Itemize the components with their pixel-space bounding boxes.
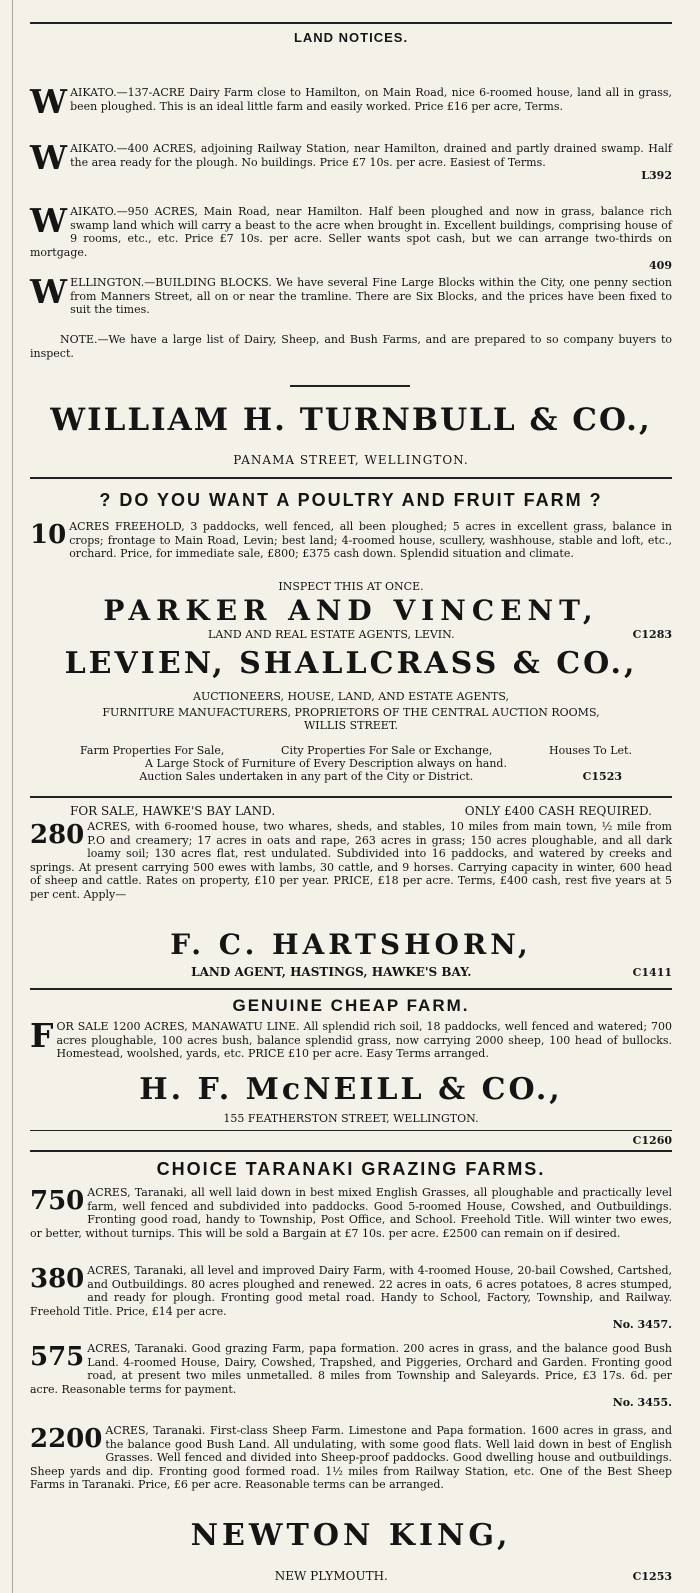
ad-text: AIKATO.—137-ACRE Dairy Farm close to Hamilton, on Main Road, nice 6-roomed house, land all in grass, been ploughed. This is an ideal little farm and easily worked. Price £16 per acre, Terms. <box>70 86 672 113</box>
levien-services <box>30 744 672 783</box>
note-text: NOTE.—We have a large list of Dairy, Sheep, and Bush Farms, and are prepared to so company buyers to inspect. <box>30 333 672 360</box>
drop-cap: F <box>30 1016 54 1055</box>
ad-hawkes-280 <box>30 820 672 901</box>
ad-ref: No. 3457. <box>612 1318 672 1331</box>
poultry-heading: ? DO YOU WANT A POULTRY AND FRUIT FARM ? <box>99 490 603 510</box>
ad-ref: C1411 <box>632 966 672 979</box>
ad-text: ACRES, Taranaki. Good grazing Farm, papa formation. 200 acres in grass, and the balance good Bush Land. 4-roomed House, Dairy, Cowshed, Trapshed, and Piggeries, Orchard and Garden. Fronting good road, at present two miles unmetalled. 8 miles from Township and Saleyards. Price, £3 17s. 6d. per acre. Reasonable terms for payment. <box>30 1342 672 1396</box>
levien-row: Farm Properties For Sale, City Properties For Sale or Exchange, Houses To Let. <box>80 744 632 757</box>
mcneill-name: H. F. McNEILL & CO., <box>139 1072 563 1107</box>
ad-text: OR SALE 1200 ACRES, MANAWATU LINE. All splendid rich soil, 18 paddocks, well fenced and watered; 700 acres ploughable, 100 acres bush, balance splendid grass, now carrying 2000 sheep, 100 head of bullocks. Homestead, woolshed, yards, etc. PRICE £10 per acre. Easy Terms arranged. <box>56 1020 672 1060</box>
newton-king-name: NEWTON KING, <box>190 1518 512 1553</box>
rule <box>30 1150 672 1152</box>
drop-cap: W <box>30 272 68 311</box>
ad-waikato-950 <box>30 201 672 272</box>
levien-line4: Auction Sales undertaken in any part of the City or District. C1523 <box>139 770 622 783</box>
drop-number: 280 <box>30 820 85 850</box>
hawkes-header <box>30 804 672 818</box>
ad-text: AIKATO.—950 ACRES, Main Road, near Hamilton. Half been ploughed and now in grass, balance rich swamp land which will carry a beast to the acre when brought in. Excellent buildings, comprising house of 9 rooms, etc., etc. Price £7 10s. per acre. Seller wants spot cash, but we can arrange two-thirds on mortgage. <box>30 205 672 259</box>
ad-taranaki-2200 <box>30 1424 672 1492</box>
parker-vincent-name: PARKER AND VINCENT, <box>103 594 599 627</box>
levien-name: LEVIEN, SHALLCRASS & CO., <box>64 646 638 681</box>
ad-waikato-137 <box>30 82 672 121</box>
ad-ref: No. 3455. <box>612 1396 672 1409</box>
ad-text: ACRES, Taranaki, all level and improved Dairy Farm, with 4-roomed House, 20-bail Cowshed, Cartshed, and Outbuildings. 80 acres ploughed and renewed. 22 acres in oats, 6 acres potatoes, 8 acres stumped, and ready for plough. Fronting good metal road. Handy to School, Factory, Township, and Railway. Freehold Title. Price, £14 per acre. <box>30 1264 672 1318</box>
turnbull-name: WILLIAM H. TURNBULL & CO., <box>50 402 652 438</box>
mcneill-sub: 155 FEATHERSTON STREET, WELLINGTON. <box>223 1112 479 1125</box>
ad-ref: C1283 <box>632 628 672 641</box>
ad-taranaki-750 <box>30 1186 672 1240</box>
drop-number: 2200 <box>30 1424 103 1454</box>
ad-text: ACRES, Taranaki. First-class Sheep Farm. Limestone and Papa formation. 1600 acres in grass, and the balance good Bush Land. All undulating, with some good flats. Well laid down in best of English Grasses. Well fenced and divided into Sheep-proof paddocks. Good dwelling house and outbuildings. Sheep yards and dip. Fronting good formed road. 1½ miles from Railway Station, etc. One of the Best Sheep Farms in Taranaki. Price, £6 per acre. Reasonable terms can be arranged. <box>30 1424 672 1491</box>
taranaki-heading: CHOICE TARANAKI GRAZING FARMS. <box>156 1159 546 1179</box>
ad-poultry <box>30 520 672 561</box>
rule <box>30 1130 672 1131</box>
levien-line3: A Large Stock of Furniture of Every Description always on hand. <box>145 757 507 770</box>
ad-ref: C1253 <box>632 1570 672 1583</box>
rule <box>30 477 672 479</box>
inspect-line: INSPECT THIS AT ONCE. <box>278 580 424 593</box>
section-title: LAND NOTICES. <box>293 30 409 45</box>
ad-text: AIKATO.—400 ACRES, adjoining Railway Station, near Hamilton, drained and partly drained swamp. Half the area ready for the plough. No buildings. Price £7 10s. per acre. Easiest of Terms. <box>70 142 672 169</box>
drop-cap: W <box>30 201 68 240</box>
levien-line2: FURNITURE MANUFACTURERS, PROPRIETORS OF THE CENTRAL AUCTION ROOMS, WILLIS STREET. <box>102 706 600 732</box>
drop-number: 750 <box>30 1186 85 1216</box>
hartshorn-sub: LAND AGENT, HASTINGS, HAWKE'S BAY. C1411 <box>191 965 672 979</box>
ad-text: ACRES FREEHOLD, 3 paddocks, well fenced, all been ploughed; 5 acres in excellent grass, balance in crops; frontage to Main Road, Levin; best land; 4-roomed house, scullery, washhouse, stable and loft, etc., orchard. Price, for immediate sale, £800; £375 cash down. Splendid situation and climate. <box>69 520 672 560</box>
drop-number: 575 <box>30 1342 85 1372</box>
ad-ref: C1260 <box>632 1134 672 1147</box>
ad-manawatu <box>30 1016 672 1061</box>
rule <box>30 796 672 798</box>
newton-king-sub: NEW PLYMOUTH. C1253 <box>274 1569 672 1583</box>
ad-ref: L392 <box>641 169 672 182</box>
ad-ref: C1523 <box>582 770 622 783</box>
drop-number: 10 <box>30 520 67 550</box>
short-rule <box>290 385 410 387</box>
newspaper-page <box>10 0 690 1593</box>
levien-line1: AUCTIONEERS, HOUSE, LAND, AND ESTATE AGENTS, <box>193 690 509 703</box>
parker-vincent-sub: LAND AND REAL ESTATE AGENTS, LEVIN. C1283 <box>208 628 672 641</box>
ad-text: ACRES, with 6-roomed house, two whares, sheds, and stables, 10 miles from main town, ½ mile from P.O and creamery; 17 acres in oats and rape, 263 acres in grass; 150 acres ploughable, and all dark loamy soil; 130 acres flat, rest undulated. Subdivided into 16 paddocks, and watered by creeks and springs. At present carrying 500 ewes with lambs, 30 cattle, and 9 horses. Carrying capacity in winter, 600 head of sheep and cattle. Rates on property, £10 per year. PRICE, £18 per acre. Terms, £400 cash, rest five years at 5 per cent. Apply— <box>30 820 672 901</box>
turnbull-address: PANAMA STREET, WELLINGTON. <box>233 453 469 467</box>
ad-ref: 409 <box>649 259 672 272</box>
rule <box>30 988 672 990</box>
ad-taranaki-575 <box>30 1342 672 1409</box>
drop-number: 380 <box>30 1264 85 1294</box>
ad-waikato-400 <box>30 138 672 182</box>
ad-wellington-blocks <box>30 272 672 317</box>
top-rule <box>30 22 672 24</box>
cheap-farm-heading: GENUINE CHEAP FARM. <box>232 996 470 1015</box>
hawkes-right: ONLY £400 CASH REQUIRED. <box>464 804 652 818</box>
hartshorn-name: F. C. HARTSHORN, <box>170 928 532 961</box>
ad-text: ELLINGTON.—BUILDING BLOCKS. We have several Fine Large Blocks within the City, one penny section from Manners Street, all on or near the tramline. There are Six Blocks, and the prices have been fixed to suit the times. <box>70 276 672 316</box>
drop-cap: W <box>30 138 68 177</box>
ad-text: ACRES, Taranaki, all well laid down in best mixed English Grasses, all ploughable and practically level farm, well fenced and subdivided into paddocks. Good 5-roomed House, Cowshed, and Outbuildings. Fronting good road, handy to Township, Post Office, and School. Freehold Title. Will winter two ewes, or better, without turnips. This will be sold a Bargain at £7 10s. per acre. £2500 can remain on if desired. <box>30 1186 672 1240</box>
drop-cap: W <box>30 82 68 121</box>
hawkes-left: FOR SALE, HAWKE'S BAY LAND. <box>70 804 276 818</box>
ad-taranaki-380 <box>30 1264 672 1331</box>
turnbull-note <box>30 333 672 360</box>
